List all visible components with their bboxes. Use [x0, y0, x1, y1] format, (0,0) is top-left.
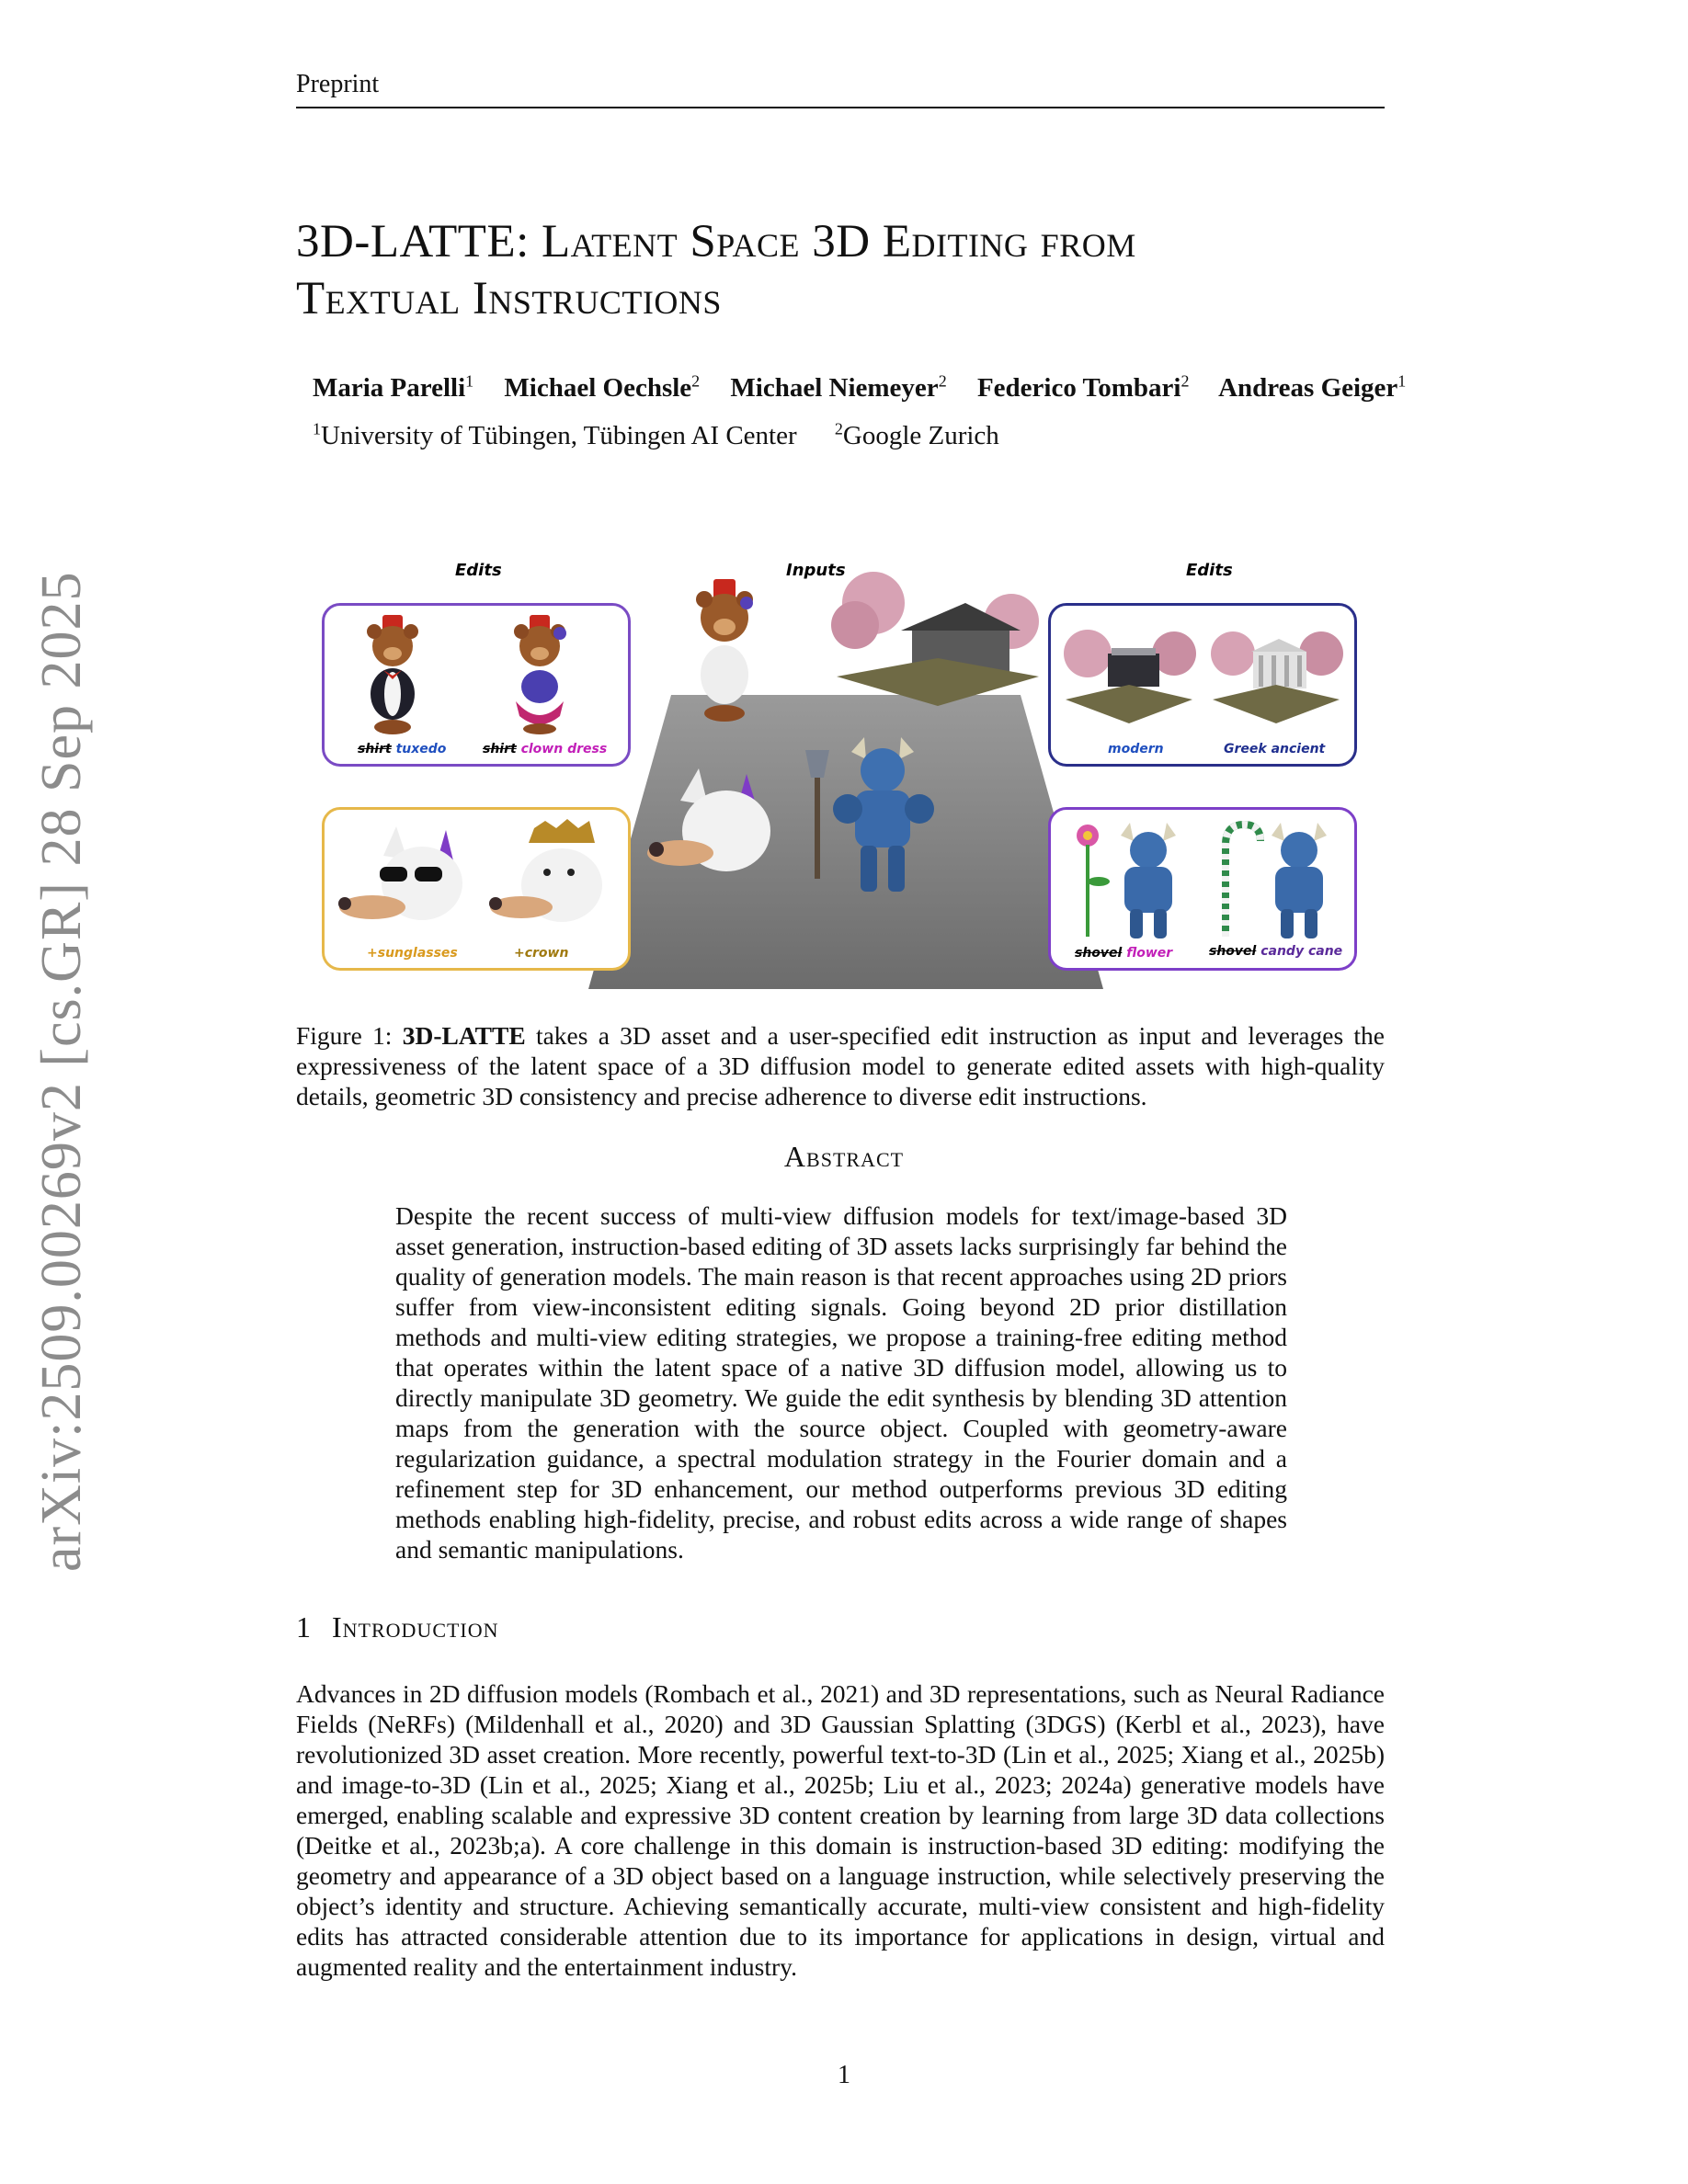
abstract-heading: Abstract [783, 1140, 905, 1173]
title-line-2: Textual Instructions [296, 273, 722, 324]
running-head: Preprint [296, 70, 380, 98]
knight-edits-panel [1048, 807, 1357, 971]
abstract-text: Despite the recent success of multi-view diffusion models for text/image-based 3D asset generation, instruction-based editing of 3D assets lacks surprisingly far behind the quality of generation models. The main reason is that recent approaches using 2D priors suffer from view-inconsistent editing signals. Going beyond 2D prior distillation methods and multi-view editing strategies, we propose a training-free editing method that operates within the latent space of a native 3D diffusion model, allowing us to directly manipulate 3D geometry. We guide the edit synthesis by blending 3D attention maps from the generation with the source object. Coupled with geometry-aware regularization guidance, a spectral modulation strategy in the Fourier domain and a refinement step for 3D enhancement, our method outperforms previous 3D editing methods enabling high-fidelity, precise, and robust edits across a wide range of shapes and semantic manipulations. [395, 1201, 1287, 1564]
caption-dog-sunglasses: +sunglasses [367, 946, 458, 961]
introduction-text: Advances in 2D diffusion models (Rombach et al., 2021) and 3D representations, such as Neural Radiance Fields (NeRFs) (Mildenhall et al., 2020) and 3D Gaussian Splatting (3DGS) (Kerbl et al., 2023), have revolutionized 3D asset creation. More recently, powerful text-to-3D (Lin et al., 2025; Xiang et al., 2025b) and image-to-3D (Lin et al., 2025; Xiang et al., 2025b; Liu et al., 2023; 2024a) generative models have emerged, enabling scalable and expressive 3D content creation by learning from large 3D data collections (Deitke et al., 2023b;a). A core challenge in this domain is instruction-based 3D editing: modifying the geometry and appearance of a 3D object based on a language instruction, while selectively preserving the object’s identity and structure. Achieving semantically accurate, multi-view consistent and high-fidelity edits has attracted considerable attention due to its importance for applications in design, virtual and augmented reality and the entertainment industry. [296, 1679, 1385, 1981]
bear-edits-panel [322, 603, 631, 767]
arxiv-stamp: arXiv:2509.00269v2 [cs.GR] 28 Sep 2025 [30, 571, 93, 1572]
house-modern-render [1060, 617, 1198, 727]
header-rule [296, 107, 1385, 108]
input-dog-render [644, 750, 781, 888]
affiliations [313, 419, 1031, 451]
caption-knight-candy-cane: shovel candy cane [1209, 944, 1343, 959]
caption-house-modern: modern [1108, 742, 1164, 756]
figure-caption-method: 3D-LATTE [402, 1021, 526, 1050]
input-knight-render [791, 732, 975, 906]
input-house-render [827, 566, 1048, 713]
paper-title [296, 213, 1399, 327]
author-2: Michael Oechsle$^2$ [504, 371, 701, 403]
dog-crown-render [481, 815, 619, 938]
author-4: Federico Tombari$^2$ [976, 371, 1190, 403]
author-list [313, 371, 1430, 404]
house-edits-panel [1048, 603, 1357, 767]
author-5: Andreas Geiger$^1$ [1218, 371, 1407, 403]
affiliation-2: $^2$Google Zurich [834, 419, 999, 450]
input-bear-render [680, 575, 772, 722]
bear-tuxedo-render [352, 613, 435, 737]
figure-label-edits-right: Edits [1186, 561, 1233, 580]
figure-caption-label: Figure 1: [296, 1021, 393, 1050]
section-number: 1 [296, 1610, 312, 1644]
figure-label-inputs: Inputs [786, 561, 846, 580]
author-1: Maria Parelli$^1$ [313, 371, 474, 403]
knight-flower-render [1064, 817, 1192, 942]
caption-dog-crown: +crown [514, 946, 569, 961]
page-number: 1 [838, 2061, 850, 2089]
figure-caption [296, 1020, 1385, 1111]
knight-candy-cane-render [1207, 817, 1345, 942]
figure-caption-text: takes a 3D asset and a user-specified edit instruction as input and leverages the expressiveness of the latent space of a 3D diffusion model to generate edited assets with high-quality details, geometric 3D consistency and precise adherence to diverse edit instructions. [296, 1021, 1386, 1110]
caption-bear-tuxedo: shirt tuxedo [358, 742, 447, 756]
affiliation-1: $^1$University of Tübingen, Tübingen AI Center [313, 419, 797, 450]
section-title: Introduction [332, 1610, 499, 1644]
house-greek-ancient-render [1207, 617, 1345, 727]
teaser-figure [313, 548, 1379, 989]
figure-label-edits-left: Edits [455, 561, 502, 580]
caption-bear-clown-dress: shirt clown dress [483, 742, 608, 756]
section-heading [296, 1610, 499, 1644]
dog-edits-panel [322, 807, 631, 971]
caption-house-greek-ancient: Greek ancient [1224, 742, 1326, 756]
dog-sunglasses-render [332, 819, 470, 938]
caption-knight-flower: shovel flower [1075, 946, 1173, 961]
bear-clown-dress-render [499, 613, 582, 737]
author-3: Michael Niemeyer$^2$ [730, 371, 947, 403]
title-line-1: 3D-LATTE: Latent Space 3D Editing from [296, 216, 1136, 267]
